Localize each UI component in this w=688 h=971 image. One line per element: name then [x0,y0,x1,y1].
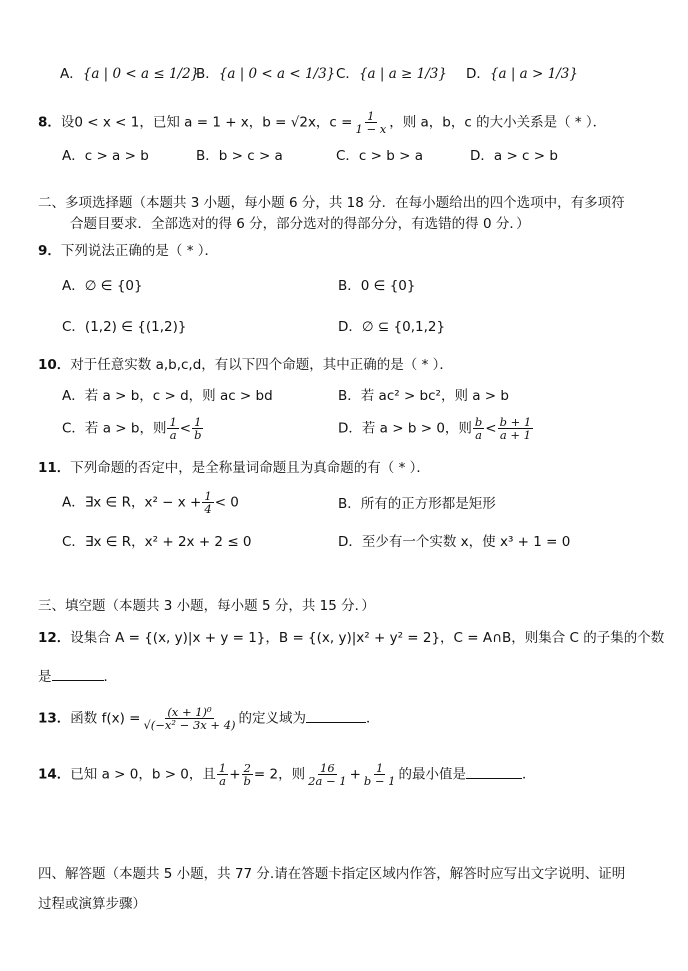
q10-option-c [62,416,204,441]
plus-sign: + [349,766,361,783]
q7-option-b-math: {a | 0 < a < 1/3} [218,66,336,82]
fraction-denominator: a + 1 [499,428,531,443]
section-3-heading: 三、填空题（本题共 3 小题，每小题 5 分，共 15 分．） [38,598,375,614]
q12-line-2: 是 [38,669,52,685]
fraction-numerator: 1 [218,761,227,775]
q10-option-b: B．若 ac² > bc²，则 a > b [338,388,509,404]
q7-option-d [466,66,578,82]
q7-option-c-math: {a | a ≥ 1/3} [358,66,447,82]
question-number: 13． [38,710,71,727]
q10-option-d-text: D．若 a > b > 0，则 [338,420,472,437]
fraction [242,762,253,787]
q9-option-c: C．(1,2) ∈ {(1,2)} [62,319,187,335]
section-4-heading-line-1: 四、解答题（本题共 5 小题，共 77 分.请在答题卡指定区域内作答，解答时应写出文字说明、证明 [38,866,626,882]
question-number: 11． [38,460,71,476]
question-number: 14． [38,766,71,783]
q7-option-a-math: {a | 0 < a ≤ 1/2} [82,66,200,82]
q12-text: 设集合 A = {(x, y)|x + y = 1}，B = {(x, y)|x² + y² = 2}，C = A∩B，则集合 C 的子集的个数 [70,630,665,646]
plus-sign: + [229,766,241,783]
fraction [473,416,484,441]
answer-blank[interactable] [466,766,522,779]
q11-option-d: D．至少有一个实数 x，使 x³ + 1 = 0 [338,534,571,550]
fraction-numerator: 1 [169,415,177,429]
option-label: A． [60,66,83,82]
fraction [362,762,398,787]
q8-fraction [353,110,388,135]
less-than-sign: < [179,420,192,437]
q9-text: 下列说法正确的是（ * ）． [60,243,218,259]
q14-text-a: 已知 a > 0，b > 0，且 [70,766,216,783]
option-label: B． [196,66,219,82]
fraction-denominator: 1 − x [355,122,387,137]
q8-text-a: 设0 < x < 1，已知 a = 1 + x，b = √2x，c = [60,114,353,131]
q14-text-b: = 2，则 [253,766,306,783]
section-4-heading-line-2: 过程或演算步骤） [38,896,146,912]
fraction-numerator: (x + 1)⁰ [167,705,212,719]
fraction-denominator: b − 1 [363,774,396,789]
q14-end: ． [522,766,536,783]
q9-option-b: B．0 ∈ {0} [338,278,416,294]
question-number: 12． [38,630,71,646]
option-label: D． [466,66,490,82]
fraction-denominator: √(−x² − 3x + 4) [143,718,236,733]
q9-option-d: D．∅ ⊆ {0,1,2} [338,319,446,335]
fraction-numerator: 1 [367,109,375,123]
fraction [498,416,534,441]
section-2-heading-line-2: 合题目要求．全部选对的得 6 分，部分选对的得部分分，有选错的得 0 分．） [70,216,530,232]
q11-option-a-text: A．∃x ∈ R，x² − x + [62,494,202,511]
q12-answer-line [38,668,117,685]
q14-stem [38,762,536,787]
fraction-denominator: a [475,428,483,443]
q10-option-a: A．若 a > b，c > d，则 ac > bd [62,388,273,404]
fraction-numerator: 16 [320,761,335,775]
question-number: 8． [38,114,61,131]
q8-option-c: C．c > b > a [336,148,423,164]
q12-end: ． [103,669,117,685]
q7-option-b [196,66,335,82]
q13-text-a: 函数 f(x) = [70,710,141,727]
fraction-numerator: 1 [194,415,202,429]
fraction-denominator: b [243,774,251,789]
fraction [192,416,203,441]
fraction-denominator: 2a − 1 [308,774,347,789]
fraction [167,416,178,441]
q7-option-d-math: {a | a > 1/3} [489,66,578,82]
fraction-denominator: b [194,428,202,443]
answer-blank[interactable] [52,668,104,681]
q13-fraction [141,706,237,731]
less-than-sign: < [485,420,497,437]
q12-stem [38,630,664,646]
q8-option-b: B．b > c > a [196,148,283,164]
fraction-numerator: b [474,415,483,429]
q7-option-a [60,66,199,82]
fraction-numerator: 1 [204,489,212,503]
fraction-denominator: a [219,774,226,789]
q11-stem [38,460,430,476]
fraction-denominator: a [169,428,177,443]
q7-option-c [336,66,447,82]
q11-option-c: C．∃x ∈ R，x² + 2x + 2 ≤ 0 [62,534,252,550]
q13-end: ． [366,710,380,727]
q8-text-b: ，则 a，b，c 的大小关系是（ * ）． [389,114,607,131]
q11-option-b: B．所有的正方形都是矩形 [338,496,496,512]
option-label: C． [336,66,359,82]
q10-text: 对于任意实数 a,b,c,d，有以下四个命题，其中正确的是（ * ）． [70,357,453,373]
q8-option-a: A．c > a > b [62,148,149,164]
q9-option-a: A．∅ ∈ {0} [62,278,143,294]
q10-stem [38,357,453,373]
q10-option-d [338,416,534,441]
q10-option-c-text: C．若 a > b，则 [62,420,167,437]
q8-stem [38,110,606,135]
question-number: 10． [38,357,71,373]
answer-blank[interactable] [306,710,366,723]
fraction-numerator: b + 1 [499,415,532,429]
fraction-denominator: 4 [204,502,212,517]
fraction [202,490,213,515]
q11-option-a [62,490,239,515]
question-number: 9． [38,243,61,259]
fraction [306,762,348,787]
fraction-numerator: 1 [376,761,384,775]
q14-text-c: 的最小值是 [398,766,466,783]
q13-text-b: 的定义域为 [238,710,307,727]
fraction-numerator: 2 [243,761,251,775]
section-2-heading-line-1: 二、多项选择题（本题共 3 小题，每小题 6 分，共 18 分．在每小题给出的四个选项中，有多项符 [38,195,625,211]
q11-option-a-tail: < 0 [214,494,239,511]
q9-stem [38,243,218,259]
q8-option-d: D．a > c > b [470,148,558,164]
fraction [217,762,228,787]
q11-text: 下列命题的否定中，是全称量词命题且为真命题的有（ * ）． [70,460,430,476]
q13-stem [38,706,380,731]
